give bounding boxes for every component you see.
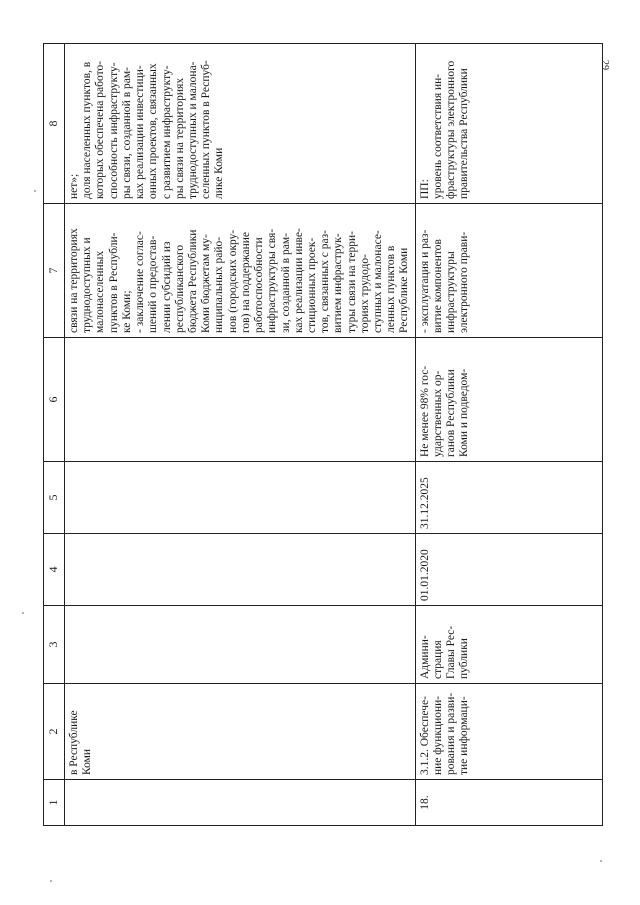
header-cell: 2: [44, 684, 65, 780]
cell-text-line: 3.1.2. Обеспече-: [418, 696, 431, 775]
cell-text-line: ступных и малонасе-: [372, 230, 385, 333]
cell-text-line: гов) на поддержание: [239, 231, 252, 333]
cell-text-line: ках реализации инвестици-: [134, 65, 147, 199]
cell-measure: [415, 684, 602, 780]
cell-end-date: [65, 462, 416, 534]
cell-text-line: нов (городских окру-: [226, 229, 239, 333]
cell-text-line: нет»;: [68, 173, 80, 199]
cell-measure: [65, 684, 416, 780]
table-header-row: [44, 44, 65, 826]
cell-text-line: ганов Республики: [445, 369, 458, 457]
header-cell: 7: [44, 204, 65, 338]
cell-text-line: ке Коми;: [120, 290, 133, 333]
cell-executor: [415, 606, 602, 684]
scan-speck: [34, 190, 36, 192]
cell-text-line: ПП:: [418, 179, 431, 199]
cell-start-date: 01.01.2020: [415, 534, 602, 606]
cell-text-line: ры связи на территориях: [173, 77, 186, 199]
cell-text-line: Не менее 98% гос-: [418, 365, 431, 457]
cell-result: [65, 338, 416, 462]
cell-text-line: рования и разви-: [445, 692, 458, 775]
header-cell: 1: [44, 780, 65, 826]
cell-executor: [65, 606, 416, 684]
cell-text-line: ниципальных райо-: [213, 236, 226, 333]
scan-speck: [22, 612, 24, 614]
cell-text-line: витием инфраструк-: [332, 233, 345, 333]
cell-text-line: селенных пунктов в Респуб-: [200, 60, 213, 199]
cell-text-line: Республике Коми: [398, 247, 411, 333]
cell-text-line: публики: [458, 638, 471, 679]
cell-indicators: [65, 44, 416, 204]
cell-text-line: ры связи, созданной в рам-: [120, 67, 133, 199]
cell-actions: [65, 204, 416, 338]
cell-start-date: [65, 534, 416, 606]
cell-text-line: труднодоступных и: [81, 237, 94, 333]
cell-text-line: ние функциони-: [431, 695, 444, 775]
header-cell: 8: [44, 44, 65, 204]
header-cell: 6: [44, 338, 65, 462]
cell-actions: [415, 204, 602, 338]
cell-text-line: стиционных проек-: [305, 237, 318, 333]
cell-text-line: правительства Республики: [458, 68, 471, 199]
cell-text-line: ленных пунктов в: [385, 245, 398, 333]
cell-number: 18.: [415, 780, 602, 826]
cell-text-line: малонаселенных: [94, 250, 107, 333]
cell-text-line: - заключение соглаc-: [134, 231, 147, 333]
cell-indicators: [415, 44, 602, 204]
cell-text-line: - эксплуатация и раз-: [418, 229, 431, 333]
header-cell: 5: [44, 462, 65, 534]
cell-end-date: 31.12.2025: [415, 462, 602, 534]
cell-text-line: туры связи на терри-: [345, 231, 358, 333]
cell-text-line: шений о предостав-: [147, 235, 160, 333]
cell-text-line: способность инфраструкту-: [107, 62, 120, 199]
cell-text-line: которых обеспечена работо-: [94, 60, 107, 199]
header-cell: 3: [44, 606, 65, 684]
rotated-table-wrapper: [43, 44, 603, 826]
page-number: 29: [599, 60, 610, 70]
table-row-18: [415, 44, 602, 826]
scan-speck: [50, 880, 52, 882]
cell-text-line: труднодоступных и малона-: [186, 61, 199, 199]
cell-text-line: с развитием инфраструкту-: [160, 65, 173, 199]
cell-text-line: лике Коми: [213, 147, 226, 199]
cell-text-line: Коми: [81, 748, 94, 775]
cell-text-line: Коми бюджетам му-: [200, 234, 213, 333]
cell-text-line: зи, созданной в рам-: [279, 233, 292, 333]
cell-text-line: Коми и подведом-: [458, 368, 471, 457]
cell-text-line: Главы Рес-: [445, 625, 458, 679]
cell-text-line: бюджета Республики: [186, 229, 199, 333]
cell-text-line: ках реализации инве-: [292, 228, 305, 333]
scan-speck: [600, 860, 602, 862]
cell-text-line: страция: [431, 640, 444, 679]
cell-text-line: электронного прави-: [458, 231, 471, 333]
header-cell: 4: [44, 534, 65, 606]
cell-text-line: работоспособности: [253, 237, 266, 333]
cell-text-line: инфраструктуры: [445, 251, 458, 333]
cell-text-line: лении субсидий из: [160, 241, 173, 333]
cell-text-line: фраструктуры электронного: [445, 60, 458, 199]
cell-number: [65, 780, 416, 826]
cell-text-line: Админи-: [418, 635, 431, 679]
cell-text-line: пунктов в Республи-: [107, 232, 120, 333]
cell-text-line: витие компонентов: [431, 239, 444, 333]
cell-text-line: республиканского: [173, 244, 186, 333]
cell-text-line: связи на территориях: [68, 228, 80, 333]
cell-text-line: в Республике: [68, 710, 80, 775]
cell-text-line: доля населенных пунктов, в: [81, 61, 94, 199]
cell-text-line: тов, связанных с раз-: [319, 230, 332, 333]
cell-text-line: онных проектов, связанных: [147, 63, 160, 199]
measures-table: [43, 43, 603, 826]
cell-result: [415, 338, 602, 462]
cell-text-line: ториях трудодо-: [358, 254, 371, 333]
cell-text-line: ударственных ор-: [431, 370, 444, 457]
table-row-continued: [65, 44, 416, 826]
cell-text-line: тие информаци-: [458, 696, 471, 775]
cell-text-line: инфраструктуры свя-: [266, 228, 279, 333]
cell-text-line: уровень соответствия ин-: [431, 73, 444, 199]
